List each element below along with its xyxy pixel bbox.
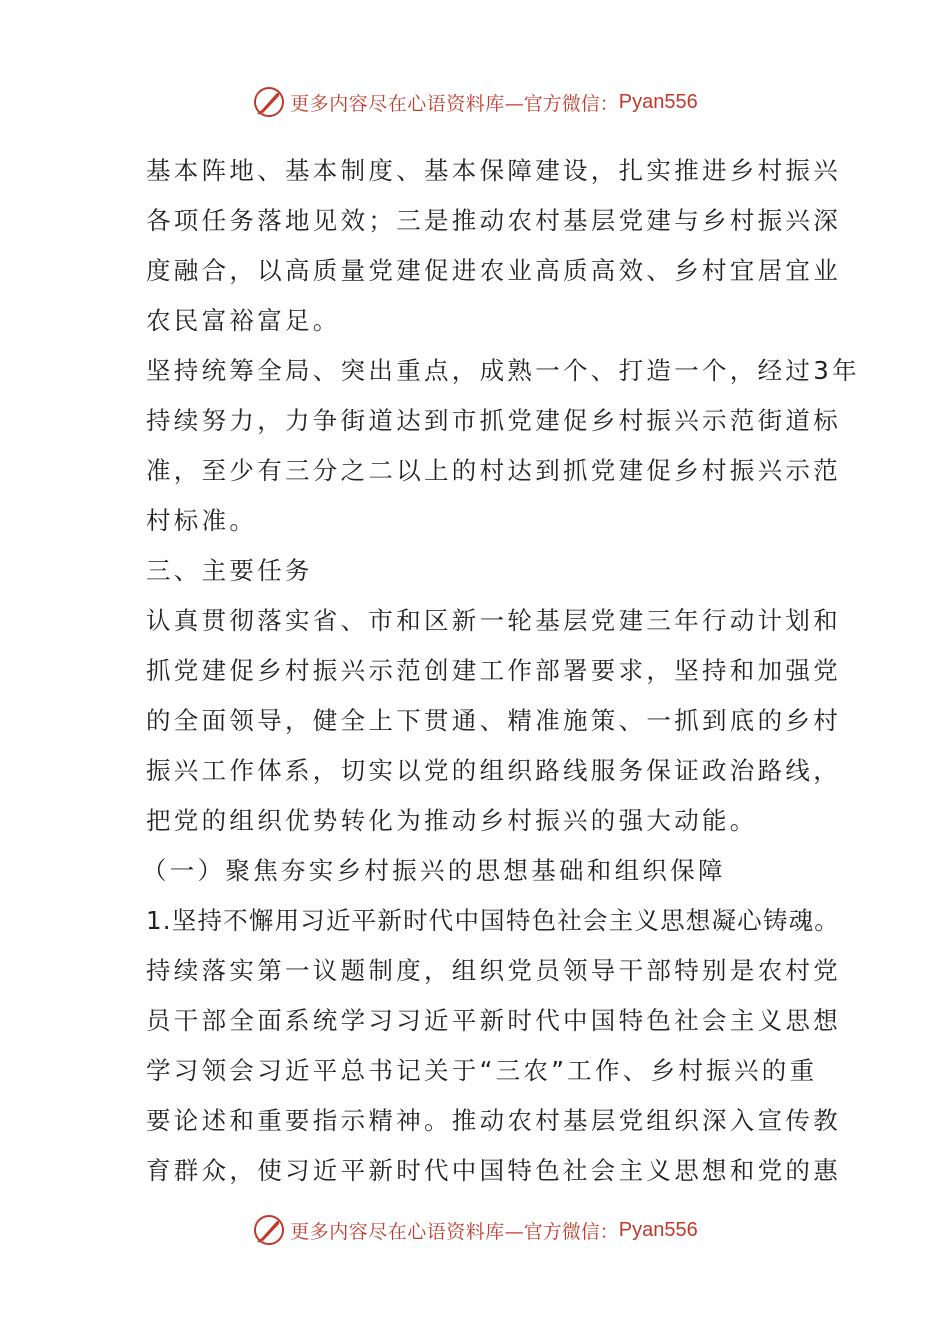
- quill-logo-icon: [252, 1213, 286, 1247]
- body-line: 坚持统筹全局、突出重点，成熟一个、打造一个，经过3年: [146, 356, 860, 385]
- quill-logo-icon: [252, 85, 286, 119]
- body-line: 抓党建促乡村振兴示范创建工作部署要求，坚持和加强党: [146, 656, 841, 685]
- header-banner-inner: [252, 85, 698, 119]
- body-line: 认真贯彻落实省、市和区新一轮基层党建三年行动计划和: [146, 606, 841, 635]
- body-line: 育群众，使习近平新时代中国特色社会主义思想和党的惠: [146, 1156, 841, 1185]
- header-banner: [0, 82, 950, 122]
- header-banner-text: 更多内容尽在心语资料库: [290, 92, 505, 115]
- body-line: 要论述和重要指示精神。推动农村基层党组织深入宣传教: [146, 1106, 841, 1135]
- body-line: 准，至少有三分之二以上的村达到抓党建促乡村振兴示范: [146, 456, 841, 485]
- item-heading: 1.坚持不懈用习近平新时代中国特色社会主义思想凝心铸魂。: [146, 906, 840, 935]
- body-line: 基本阵地、基本制度、基本保障建设，扎实推进乡村振兴: [146, 156, 841, 185]
- body-line: 把党的组织优势转化为推动乡村振兴的强大动能。: [146, 806, 758, 835]
- document-body: [142, 146, 860, 1196]
- body-line: 度融合，以高质量党建促进农业高质高效、乡村宜居宜业: [146, 256, 841, 285]
- body-line: 员干部全面系统学习习近平新时代中国特色社会主义思想: [146, 1006, 841, 1035]
- footer-banner: [0, 1210, 950, 1250]
- subsection-heading: （一）聚焦夯实乡村振兴的思想基础和组织保障: [142, 856, 726, 885]
- body-line: 振兴工作体系，切实以党的组织路线服务保证政治路线，: [146, 756, 841, 785]
- header-banner-suffix: —官方微信：: [504, 92, 619, 115]
- body-line: 的全面领导，健全上下贯通、精准施策、一抓到底的乡村: [146, 706, 841, 735]
- footer-banner-inner: [252, 1213, 698, 1247]
- section-heading: 三、主要任务: [146, 556, 313, 585]
- body-line: 持续努力，力争街道达到市抓党建促乡村振兴示范街道标: [146, 406, 841, 435]
- body-line: 学习领会习近平总书记关于“三农”工作、乡村振兴的重: [146, 1056, 818, 1085]
- footer-banner-suffix: —官方微信：: [504, 1220, 619, 1243]
- footer-banner-text: 更多内容尽在心语资料库: [290, 1220, 505, 1243]
- body-line: 各项任务落地见效；三是推动农村基层党建与乡村振兴深: [146, 206, 841, 235]
- footer-banner-wechat-id: Pyan556: [618, 1218, 698, 1241]
- body-line: 持续落实第一议题制度，组织党员领导干部特别是农村党: [146, 956, 841, 985]
- body-line: 农民富裕富足。: [146, 306, 341, 335]
- header-banner-wechat-id: Pyan556: [618, 90, 698, 113]
- body-line: 村标准。: [146, 506, 258, 535]
